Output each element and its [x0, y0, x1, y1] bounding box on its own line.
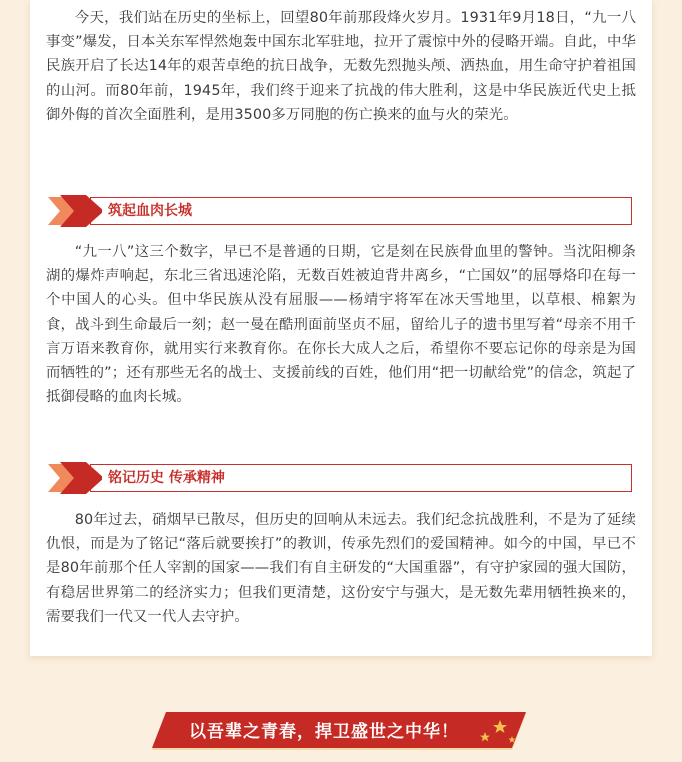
section-2-paragraph: 80年过去，硝烟早已散尽，但历史的回响从未远去。我们纪念抗战胜利，不是为了延续仇恨，而是为了铭记“落后就要挨打”的教训，传承先烈们的爱国精神。如今的中国，早已不是80年前那个任人宰割的国家——我们有自主研发的“大国重器”，有守护家园的强大国防，有稳居世界第二的经济实力；但我们更清楚，这份安宁与强大，是无数先辈用牺牲换来的，需要我们一代又一代人去守护。: [46, 512, 636, 625]
flag-ribbon-icon: [46, 462, 102, 494]
banner-slogan: 以吾辈之青春，捍卫盛世之中华！: [189, 722, 459, 742]
section-header-2: [46, 462, 632, 494]
flag-ribbon-icon: [46, 195, 102, 227]
section-1-paragraph: “九一八”这三个数字，早已不是普通的日期，它是刻在民族骨血里的警钟。当沈阳柳条湖的爆炸声响起，东北三省迅速沦陷，无数百姓被迫背井离乡，“亡国奴”的屈辱烙印在每一个中国人的心头。但中华民族从没有屈服——杨靖宇将军在冰天雪地里，以草根、棉絮为食，战斗到生命最后一刻；赵一曼在酷刑面前坚贞不屈，留给儿子的遗书里写着“母亲不用千言万语来教育你，就用实行来教育你。在你长大成人之后，希望你不要忘记你的母亲是为国而牺牲的”；还有那些无名的战士、支援前线的百姓，他们用“把一切献给党”的信念，筑起了抵御侵略的血肉长城。: [46, 244, 636, 406]
slogan-banner: [152, 712, 530, 752]
section-header-1: [46, 195, 632, 227]
section-title: 铭记历史 传承精神: [108, 470, 225, 486]
section-title: 筑起血肉长城: [108, 203, 192, 219]
intro-paragraph: 今天，我们站在历史的坐标上，回望80年前那段烽火岁月。1931年9月18日，“九一八事变”爆发，日本关东军悍然炮轰中国东北军驻地，拉开了震惊中外的侵略开端。自此，中华民族开启了长达14年的艰苦卓绝的抗日战争，无数先烈抛头颅、洒热血，用生命守护着祖国的山河。而80年前，1945年，我们终于迎来了抗战的伟大胜利，这是中华民族近代史上抵御外侮的首次全面胜利，是用3500多万同胞的伤亡换来的血与火的荣光。: [46, 10, 636, 123]
